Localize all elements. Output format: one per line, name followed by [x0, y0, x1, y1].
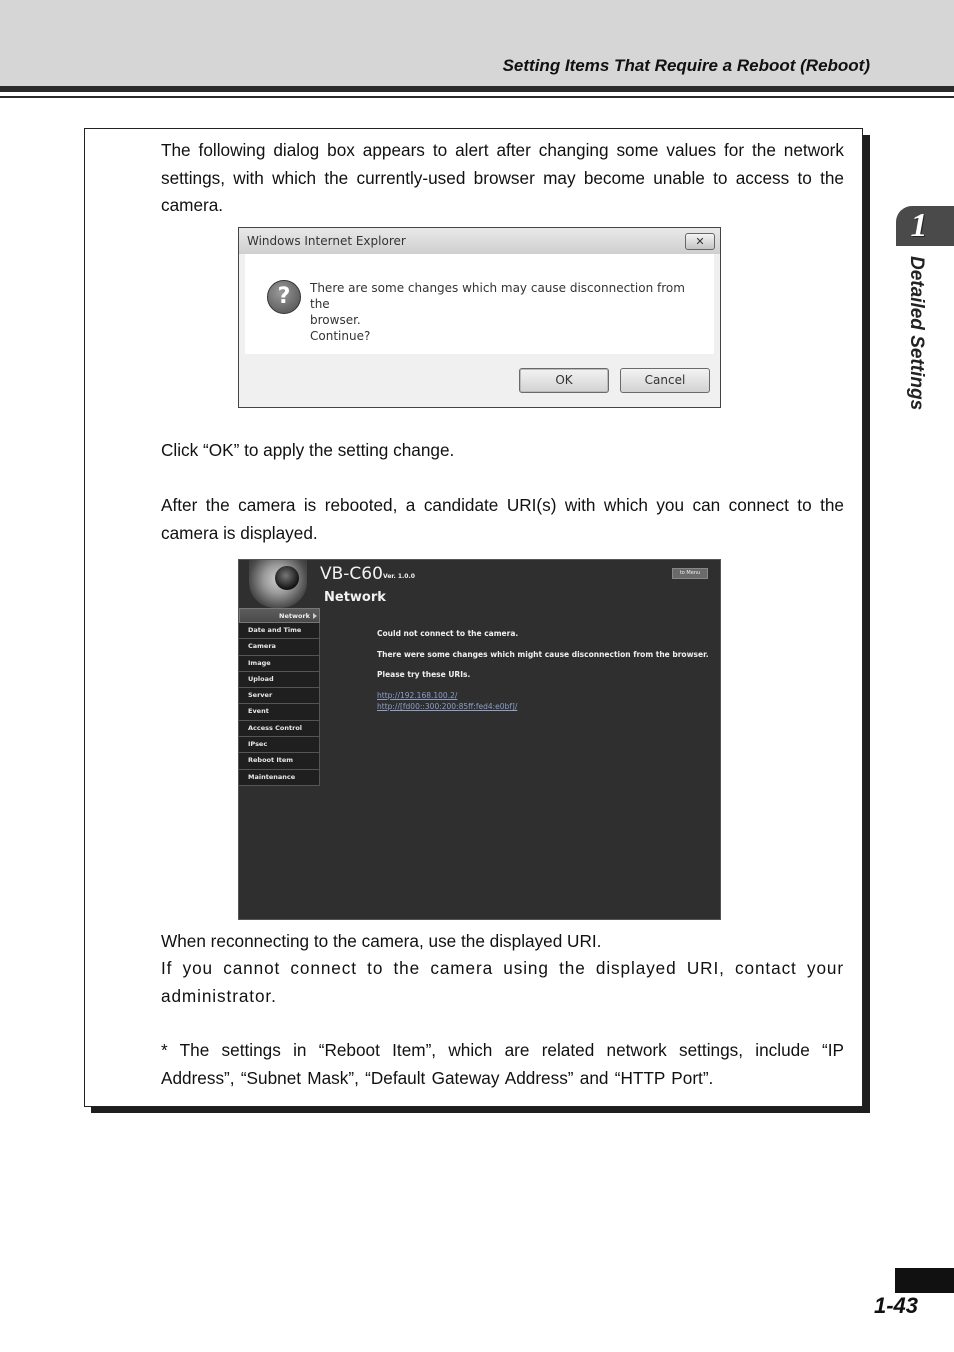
uri-link-ipv4[interactable]: http://192.168.100.2/: [377, 691, 458, 700]
page-number-bar: [895, 1268, 954, 1293]
question-icon: ?: [267, 280, 301, 314]
sidebar-item-image[interactable]: Image: [239, 656, 320, 672]
sidebar-item-access-control[interactable]: Access Control: [239, 721, 320, 737]
sidebar-item-reboot-item[interactable]: Reboot Item: [239, 753, 320, 769]
sidebar-item-server[interactable]: Server: [239, 688, 320, 704]
reconnect-paragraph: When reconnecting to the camera, use the displayed URI.: [161, 931, 602, 951]
dialog-message-line: browser.: [310, 313, 361, 327]
dialog-message-line: Continue?: [310, 329, 371, 343]
sidebar-header-network[interactable]: Network: [239, 608, 320, 623]
dialog-titlebar: [239, 228, 720, 254]
sidebar-item-date-and-time[interactable]: Date and Time: [239, 623, 320, 639]
sidebar-item-upload[interactable]: Upload: [239, 672, 320, 688]
camera-sidebar: [239, 608, 320, 786]
click-ok-paragraph: Click “OK” to apply the setting change.: [161, 440, 455, 460]
header-rule-thin: [0, 96, 954, 98]
sidebar-item-maintenance[interactable]: Maintenance: [239, 770, 320, 786]
sidebar-item-ipsec[interactable]: IPsec: [239, 737, 320, 753]
camera-lens: [275, 566, 299, 590]
to-menu-button[interactable]: to Menu: [672, 568, 708, 579]
sidebar-item-event[interactable]: Event: [239, 704, 320, 720]
chapter-number: 1: [910, 207, 928, 244]
camera-network-page: [238, 559, 721, 920]
header-rule-thick: [0, 86, 954, 92]
camera-page-title: Network: [324, 590, 386, 605]
camera-photo: [249, 560, 307, 608]
ie-confirm-dialog: [238, 227, 721, 408]
changes-message: There were some changes which might cause disconnection from the browser.: [377, 650, 709, 659]
chapter-label: Detailed Settings: [906, 256, 927, 411]
page-number: 1-43: [873, 1293, 918, 1318]
after-reboot-paragraph: After the camera is rebooted, a candidate URI(s) with which you can connect to the camera is displayed.: [161, 495, 844, 543]
close-icon[interactable]: ✕: [685, 233, 715, 250]
note-paragraph: * The settings in “Reboot Item”, which are related network settings, include “IP Address”, “Subnet Mask”, “Default Gateway Address” and “HTTP Port”.: [161, 1040, 844, 1088]
sidebar-item-camera[interactable]: Camera: [239, 639, 320, 655]
dialog-title: Windows Internet Explorer: [247, 234, 406, 248]
cancel-button[interactable]: Cancel: [620, 368, 710, 393]
uri-link-ipv6[interactable]: http://[fd00::300:200:85ff:fed4:e0bf]/: [377, 702, 518, 711]
ok-button[interactable]: OK: [519, 368, 609, 393]
intro-paragraph: The following dialog box appears to alert after changing some values for the network settings, with which the currently-used browser may become unable to access to the camera.: [161, 140, 844, 215]
camera-version: Ver. 1.0.0: [383, 573, 415, 580]
error-message: Could not connect to the camera.: [377, 629, 519, 638]
dialog-message-line: There are some changes which may cause disconnection from the: [310, 281, 685, 311]
camera-model: VB-C60: [320, 564, 383, 584]
section-title: Setting Items That Require a Reboot (Reboot): [502, 56, 870, 75]
dialog-message: [310, 280, 700, 344]
try-uris-message: Please try these URIs.: [377, 670, 471, 679]
cannot-connect-paragraph: If you cannot connect to the camera using the displayed URI, contact your administrator.: [161, 958, 844, 1006]
